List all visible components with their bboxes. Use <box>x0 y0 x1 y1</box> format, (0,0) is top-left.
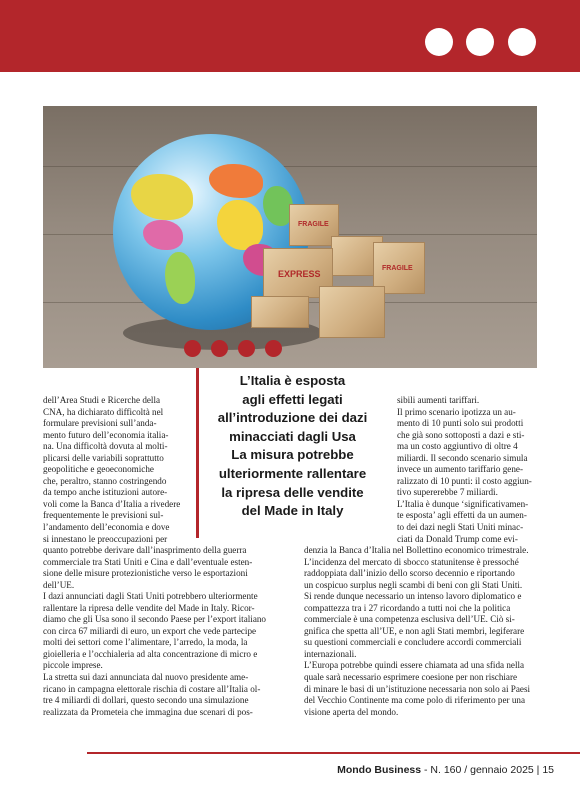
article-line: su questioni commerciali e concludere accordi commerciali <box>304 637 522 648</box>
article-line: ricano in campagna elettorale rischia di costare all’Italia ol- <box>43 683 261 694</box>
article-line: tivo supererebbe 7 miliardi. <box>397 487 498 498</box>
article-line: visione aperta del mondo. <box>304 706 399 717</box>
article-line: un cospicuo surplus negli scambi di beni con gli Stati Uniti. <box>304 579 523 590</box>
quote-dot-4 <box>265 340 282 357</box>
quote-dot-2 <box>211 340 228 357</box>
header-dot-3 <box>508 28 536 56</box>
parcel-label-2: EXPRESS <box>278 269 321 279</box>
parcel-box-5 <box>319 286 385 338</box>
pull-quote-line: minacciati dagli Usa <box>229 428 356 444</box>
article-line: da tempo anche istituzioni autore- <box>43 487 168 498</box>
article-line: voli come la Banca d’Italia a rivedere <box>43 498 181 509</box>
pull-quote-line: ulteriormente rallentare <box>218 465 367 481</box>
article-line: l’andamento dell’economia e dove <box>43 522 170 533</box>
article-line: L’incidenza del mercato di sbocco statunitense è pressoché <box>304 556 519 567</box>
article-line: formulare previsioni sull’anda- <box>43 418 157 429</box>
article-line: mento di 10 punti solo sui prodotti <box>397 418 524 429</box>
article-line: geopolitiche e geoeconomiche <box>43 464 154 475</box>
article-line: si innestano le preoccupazioni per <box>43 533 168 544</box>
article-line: Si rende dunque necessario un intenso lavoro diplomatico e <box>304 591 522 602</box>
parcel-label-1: FRAGILE <box>298 221 329 228</box>
article-line: raddoppiata dall’inizio dello scorso decennio e riportando <box>304 568 515 579</box>
article-line: frequentemente le previsioni sul- <box>43 510 164 521</box>
article-line: compattezza tra i 27 ricordando a tutti noi che la politica <box>304 602 511 613</box>
article-line: che, peraltro, stanno costringendo <box>43 475 167 486</box>
article-line: che già sono sottoposti a dazi e sti- <box>397 429 525 440</box>
pull-quote-line: la ripresa delle vendite <box>221 484 364 500</box>
header-dot-1 <box>425 28 453 56</box>
article-line: invece un aumento tariffario gene- <box>397 464 524 475</box>
article-line: rallentare la ripresa delle vendite del Made in Italy. Ricor- <box>43 602 255 613</box>
article-column-left-bottom <box>43 545 276 718</box>
page-footer <box>337 764 554 776</box>
article-line: gnifica che spetta all’UE, e non agli Stati membri, legiferare <box>304 625 525 636</box>
header-dot-2 <box>466 28 494 56</box>
article-line: denzia la Banca d’Italia nel Bollettino economico trimestrale. <box>304 545 529 555</box>
article-line: I dazi annunciati dagli Stati Uniti potrebbero ulteriormente <box>43 591 258 602</box>
article-line: L’Europa potrebbe quindi essere chiamata ad una sfida nella <box>304 660 525 671</box>
article-line: ralizzato di 10 punti: il costo aggiun- <box>397 475 532 486</box>
header-bar <box>0 0 580 72</box>
footer-rule <box>87 752 580 754</box>
article-line: miliardi. Il secondo scenario simula <box>397 452 528 463</box>
article-line: ciati da Donald Trump come evi- <box>397 533 518 544</box>
article-line: piccole imprese. <box>43 660 103 671</box>
article-line: con circa 67 miliardi di euro, un export che vede partecipe <box>43 625 257 636</box>
article-line: sibili aumenti tariffari. <box>397 395 480 405</box>
pull-quote-line: La misura potrebbe <box>231 447 354 463</box>
article-line: dell’Area Studi e Ricerche della <box>43 395 161 405</box>
issue-info: - N. 160 / gennaio 2025 | 15 <box>421 764 554 776</box>
article-line: plicarsi delle variabili soprattutto <box>43 452 164 463</box>
pull-quote-line: all’introduzione dei dazi <box>217 410 368 426</box>
article-line: te esposta’ agli effetti da un aumen- <box>397 510 527 521</box>
pull-quote-line: L’Italia è esposta <box>239 373 346 388</box>
article-photo <box>43 106 537 368</box>
article-line: di minare le basi di un’istituzione necessaria non solo ai Paesi <box>304 683 531 694</box>
article-line: quanto potrebbe derivare dall’inasprimento della guerra <box>43 545 247 555</box>
article-line: realizzata da Prometeia che immagina due scenari di pos- <box>43 706 253 717</box>
parcel-box-6 <box>251 296 309 328</box>
article-line: La stretta sui dazi annunciata dal nuovo presidente ame- <box>43 672 249 683</box>
article-line: commerciale tra Stati Uniti e Cina e dall’eventuale esten- <box>43 556 253 567</box>
article-column-right-top <box>397 395 537 545</box>
magazine-name: Mondo Business <box>337 764 422 776</box>
article-line: ma un costo aggiuntivo di oltre 4 <box>397 441 518 452</box>
article-line: gioielleria e l’occhialeria ad alta concentrazione di micro e <box>43 648 258 659</box>
article-line: diamo che gli Usa sono il secondo Paese per l’export italiano <box>43 614 266 625</box>
article-line: to dei dazi negli Stati Uniti minac- <box>397 522 524 533</box>
article-line: quale sarà necessario esprimere coesione per non rischiare <box>304 672 518 683</box>
article-line: commerciale è una competenza esclusiva dell’UE. Ciò si- <box>304 614 515 625</box>
article-line: sione delle misure protezionistiche verso le esportazioni <box>43 568 248 579</box>
article-line: mento futuro dell’economia italia- <box>43 429 169 440</box>
article-line: del Vecchio Continente ma come polo di riferimento per una <box>304 695 526 706</box>
pull-quote-line: agli effetti legati <box>242 391 343 407</box>
quote-dot-1 <box>184 340 201 357</box>
article-column-left-top <box>43 395 182 545</box>
article-line: tre 4 miliardi di dollari, questo secondo una simulazione <box>43 695 249 706</box>
pull-quote <box>196 368 386 538</box>
article-line: dell’UE. <box>43 579 75 590</box>
article-line: internazionali. <box>304 648 357 659</box>
parcel-label-3: FRAGILE <box>382 265 413 272</box>
article-column-right-bottom <box>304 545 537 718</box>
article-line: molti dei settori come l’alimentare, l’arredo, la moda, la <box>43 637 248 648</box>
quote-dot-3 <box>238 340 255 357</box>
article-line: Il primo scenario ipotizza un au- <box>397 406 516 417</box>
pull-quote-line: del Made in Italy <box>241 503 344 519</box>
article-line: CNA, ha dichiarato difficoltà nel <box>43 406 164 417</box>
article-line: na. Una difficoltà dovuta al molti- <box>43 441 168 452</box>
article-line: L’Italia è dunque ‘significativamen- <box>397 498 529 509</box>
